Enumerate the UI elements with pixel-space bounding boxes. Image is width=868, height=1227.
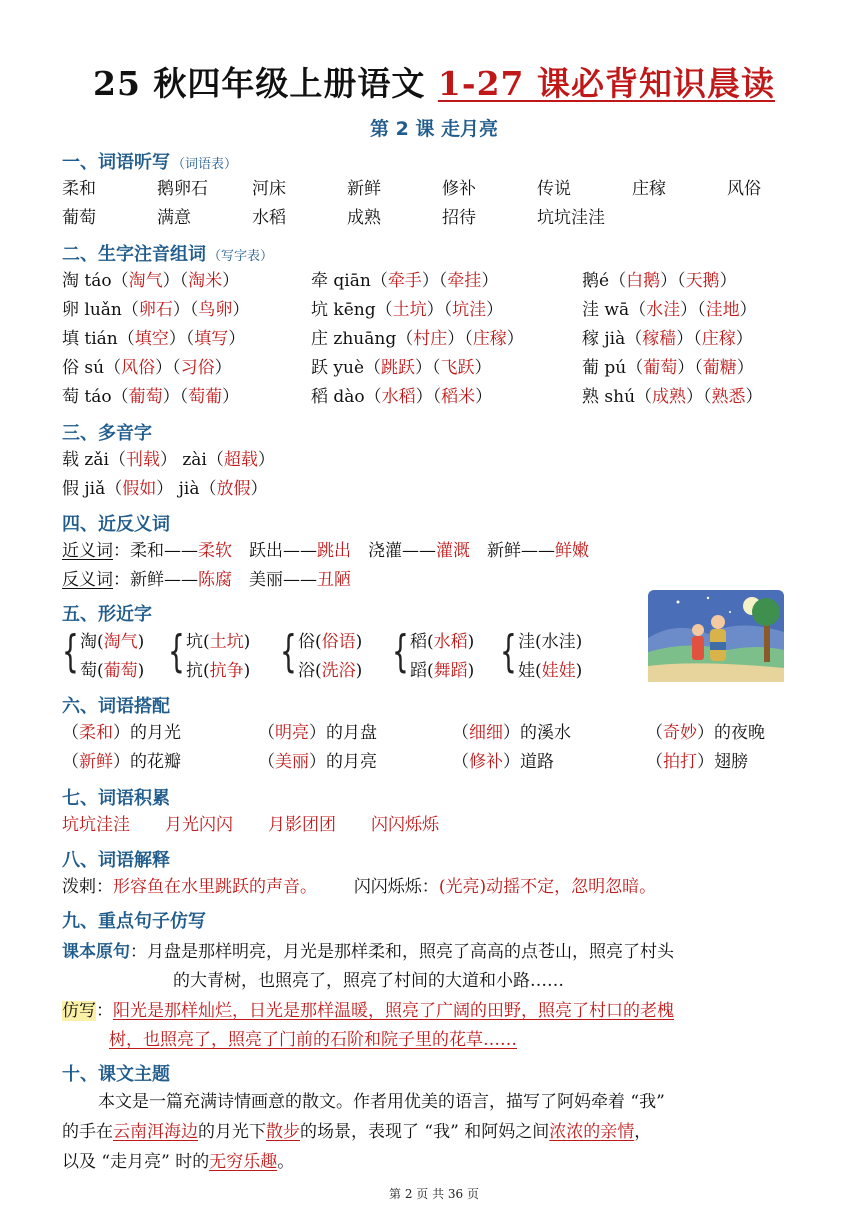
similar-char-top: 淘(淘气): [80, 632, 145, 652]
answer-word: 村庄: [413, 329, 448, 349]
section-10-heading: 十、课文主题: [62, 1064, 170, 1085]
similar-char: 坑: [186, 632, 203, 652]
theme-line-1: 本文是一篇充满诗情画意的散文。作者用优美的语言，描写了阿妈牵着 “我”: [98, 1092, 665, 1112]
collocation-item: （明亮）的月盘: [258, 723, 377, 743]
collocation-answer: 修补: [469, 752, 503, 772]
char-pinyin: 熟 shú: [582, 387, 636, 407]
answer-word: 填写: [194, 329, 229, 349]
vocab-word: 柔和: [62, 179, 96, 199]
idiom-word: 闪闪烁烁: [371, 815, 439, 835]
similar-char-top: 稻(水稻): [410, 632, 475, 652]
similar-char: 稻: [410, 632, 427, 652]
answer-word: 习俗: [180, 358, 215, 378]
char-pinyin: 卵 luǎn: [62, 300, 122, 320]
brace-symbol: {: [392, 626, 409, 677]
collocation-item: （柔和）的月光: [62, 723, 181, 743]
char-pinyin: 庄 zhuāng: [311, 329, 397, 349]
collocation-answer: 细细: [469, 723, 503, 743]
section-1-sub: （词语表）: [172, 157, 238, 172]
brace-symbol: {: [280, 626, 297, 677]
theme-line-2: 的手在云南洱海边的月光下散步的场景，表现了 “我” 和阿妈之间浓浓的亲情，: [62, 1122, 652, 1142]
vocab-word: 鹅卵石: [157, 179, 208, 199]
similar-char-top: 俗(俗语): [298, 632, 363, 652]
collocation-item: （细细）的溪水: [452, 723, 571, 743]
answer-word: 淘米: [188, 271, 223, 291]
answer-word: 稼穑: [642, 329, 677, 349]
char-entry: 稻 dào（水稻）（稻米）: [311, 387, 493, 407]
char-entry: 洼 wā（水洼）（洼地）: [582, 300, 757, 320]
similar-word: 土坑: [209, 632, 244, 652]
answer-word: 鸟卵: [198, 300, 233, 320]
collocation-item: （修补）道路: [452, 752, 554, 772]
section-6-heading: 六、词语搭配: [62, 696, 170, 717]
pair-answer: 陈腐: [198, 570, 232, 590]
answer-word: 洼地: [705, 300, 740, 320]
answer-word: 土坑: [392, 300, 427, 320]
moon-walk-illustration: [648, 590, 784, 682]
vocab-word: 坑坑洼洼: [537, 208, 605, 228]
vocab-word: 风俗: [727, 179, 761, 199]
char-entry: 跃 yuè（跳跃）（飞跃）: [311, 358, 492, 378]
section-5-heading: 五、形近字: [62, 604, 152, 625]
pair-word: 新鲜: [130, 570, 164, 590]
answer-word: 庄稼: [472, 329, 507, 349]
collocation-item: （拍打）翅膀: [646, 752, 748, 772]
similar-word: 水洼: [541, 632, 576, 652]
char-entry: 填 tián（填空）（填写）: [62, 329, 246, 349]
pair-answer: 鲜嫩: [555, 541, 589, 561]
lesson-subtitle: 第 2 课 走月亮: [369, 118, 499, 140]
title-black: 25 秋四年级上册语文: [93, 64, 426, 103]
char-pinyin: 淘 táo: [62, 271, 112, 291]
vocab-word: 水稻: [252, 208, 286, 228]
collocation-rest: 翅膀: [714, 752, 748, 772]
pair-word: 跃出: [249, 541, 283, 561]
similar-char-top: 洼(水洼): [518, 632, 583, 652]
section-2-heading: 二、生字注音组词 （写字表）: [62, 244, 274, 265]
vocab-word: 修补: [442, 179, 476, 199]
answer-word: 水洼: [646, 300, 681, 320]
answer-word: 萄葡: [188, 387, 223, 407]
page-title: [0, 58, 868, 105]
pair-word: 浇灌: [368, 541, 402, 561]
answer-word: 天鹅: [685, 271, 720, 291]
collocation-item: （美丽）的月亮: [258, 752, 377, 772]
similar-word: 水稻: [433, 632, 468, 652]
similar-word: 舞蹈: [433, 661, 468, 681]
similar-char-bottom: 萄(葡萄): [80, 661, 145, 681]
char-entry: 庄 zhuāng（村庄）（庄稼）: [311, 329, 524, 349]
page-footer: 第 2 页 共 36 页: [389, 1187, 479, 1201]
section-8-heading: 八、词语解释: [62, 850, 170, 871]
answer-word: 淘气: [128, 271, 163, 291]
pair-answer: 柔软: [198, 541, 232, 561]
pair-answer: 丑陋: [317, 570, 351, 590]
similar-char: 娃: [518, 661, 535, 681]
polyphone-row-1: 载 zǎi（刊载） zài（超载）: [62, 450, 275, 470]
similar-word: 娃娃: [541, 661, 576, 681]
title-red: 1-27 课必背知识晨读: [437, 64, 775, 103]
char-entry: 卵 luǎn（卵石）（鸟卵）: [62, 300, 250, 320]
imitation-line-2: 树，也照亮了，照亮了门前的石阶和院子里的花草……: [109, 1030, 517, 1050]
collocation-item: （新鲜）的花瓣: [62, 752, 181, 772]
similar-word: 淘气: [103, 632, 138, 652]
char-pinyin: 鹅é: [582, 271, 610, 291]
collocation-answer: 奇妙: [663, 723, 697, 743]
section-1-heading: 一、词语听写 （词语表）: [62, 152, 238, 173]
vocab-word: 传说: [537, 179, 571, 199]
idiom-word: 坑坑洼洼: [62, 815, 130, 835]
section-9-heading: 九、重点句子仿写: [62, 911, 206, 932]
definition-row: 泼剌：形容鱼在水里跳跃的声音。 闪闪烁烁：(光亮)动摇不定，忽明忽暗。: [62, 877, 657, 897]
collocation-rest: 的月光: [130, 723, 181, 743]
vocab-word: 新鲜: [347, 179, 381, 199]
answer-word: 坑洼: [452, 300, 487, 320]
vocab-word: 招待: [442, 208, 476, 228]
similar-char: 俗: [298, 632, 315, 652]
collocation-rest: 的月盘: [326, 723, 377, 743]
char-pinyin: 俗 sú: [62, 358, 105, 378]
similar-char-bottom: 浴(洗浴): [298, 661, 363, 681]
similar-char: 淘: [80, 632, 97, 652]
similar-word: 洗浴: [321, 661, 356, 681]
char-entry: 熟 shú（成熟）（熟悉）: [582, 387, 763, 407]
char-pinyin: 稼 jià: [582, 329, 626, 349]
char-pinyin: 牵 qiān: [311, 271, 371, 291]
collocation-answer: 新鲜: [79, 752, 113, 772]
answer-word: 风俗: [121, 358, 156, 378]
answer-word: 牵手: [387, 271, 422, 291]
collocation-answer: 拍打: [663, 752, 697, 772]
similar-char: 抗: [186, 661, 203, 681]
pair-answer: 跳出: [317, 541, 351, 561]
antonym-row: 反义词：新鲜——陈腐 美丽——丑陋: [62, 570, 351, 590]
section-2-sub: （写字表）: [208, 249, 274, 264]
answer-word: 填空: [134, 329, 169, 349]
char-entry: 坑 kēng（土坑）（坑洼）: [311, 300, 504, 320]
similar-char-bottom: 娃(娃娃): [518, 661, 583, 681]
answer-word: 熟悉: [711, 387, 746, 407]
similar-word: 葡萄: [103, 661, 138, 681]
idiom-word: 月光闪闪: [165, 815, 233, 835]
similar-char: 萄: [80, 661, 97, 681]
brace-symbol: {: [168, 626, 185, 677]
answer-word: 葡萄: [643, 358, 678, 378]
answer-word: 葡萄: [128, 387, 163, 407]
collocation-answer: 明亮: [275, 723, 309, 743]
char-entry: 俗 sú（风俗）（习俗）: [62, 358, 232, 378]
pair-word: 美丽: [249, 570, 283, 590]
original-sentence-line-1: 课本原句：月盘是那样明亮，月光是那样柔和，照亮了高高的点苍山，照亮了村头: [62, 942, 674, 962]
section-7-heading: 七、词语积累: [62, 788, 170, 809]
collocation-rest: 的夜晚: [714, 723, 765, 743]
answer-word: 牵挂: [447, 271, 482, 291]
answer-word: 卵石: [138, 300, 173, 320]
pair-word: 柔和: [130, 541, 164, 561]
char-entry: 葡 pú（葡萄）（葡糖）: [582, 358, 754, 378]
similar-char: 洼: [518, 632, 535, 652]
collocation-rest: 道路: [520, 752, 554, 772]
char-entry: 稼 jià（稼穑）（庄稼）: [582, 329, 753, 349]
brace-symbol: {: [62, 626, 79, 677]
char-entry: 牵 qiān（牵手）（牵挂）: [311, 271, 499, 291]
collocation-answer: 美丽: [275, 752, 309, 772]
char-entry: 鹅é（白鹅）（天鹅）: [582, 271, 737, 291]
collocation-rest: 的溪水: [520, 723, 571, 743]
similar-char: 蹈: [410, 661, 427, 681]
vocab-word: 葡萄: [62, 208, 96, 228]
char-pinyin: 跃 yuè: [311, 358, 365, 378]
similar-char: 浴: [298, 661, 315, 681]
vocab-word: 河床: [252, 179, 286, 199]
vocab-word: 庄稼: [632, 179, 666, 199]
answer-word: 成熟: [652, 387, 687, 407]
char-pinyin: 洼 wā: [582, 300, 630, 320]
similar-word: 抗争: [209, 661, 244, 681]
synonym-row: 近义词：柔和——柔软 跃出——跳出 浇灌——灌溉 新鲜——鲜嫩: [62, 541, 589, 561]
char-pinyin: 萄 táo: [62, 387, 112, 407]
collocation-answer: 柔和: [79, 723, 113, 743]
original-sentence-line-2: 的大青树，也照亮了，照亮了村间的大道和小路……: [173, 971, 564, 991]
collocation-rest: 的花瓣: [130, 752, 181, 772]
char-pinyin: 填 tián: [62, 329, 118, 349]
char-pinyin: 坑 kēng: [311, 300, 376, 320]
answer-word: 跳跃: [381, 358, 416, 378]
section-3-heading: 三、多音字: [62, 423, 152, 444]
char-entry: 淘 táo（淘气）（淘米）: [62, 271, 240, 291]
answer-word: 稻米: [441, 387, 476, 407]
polyphone-row-2: 假 jiǎ（假如） jià（放假）: [62, 479, 268, 499]
similar-word: 俗语: [321, 632, 356, 652]
answer-word: 葡糖: [702, 358, 737, 378]
collocation-item: （奇妙）的夜晚: [646, 723, 765, 743]
vocab-word: 满意: [157, 208, 191, 228]
imitation-line-1: 仿写：阳光是那样灿烂，日光是那样温暖，照亮了广阔的田野，照亮了村口的老槐: [62, 1001, 674, 1021]
pair-answer: 灌溉: [436, 541, 470, 561]
answer-word: 飞跃: [440, 358, 475, 378]
answer-word: 庄稼: [701, 329, 736, 349]
answer-word: 白鹅: [626, 271, 661, 291]
answer-word: 水稻: [381, 387, 416, 407]
section-4-heading: 四、近反义词: [62, 514, 170, 535]
vocab-word: 成熟: [347, 208, 381, 228]
brace-symbol: {: [500, 626, 517, 677]
collocation-rest: 的月亮: [326, 752, 377, 772]
theme-line-3: 以及 “走月亮” 时的无穷乐趣。: [62, 1152, 295, 1172]
idiom-word: 月影团团: [268, 815, 336, 835]
char-pinyin: 稻 dào: [311, 387, 365, 407]
pair-word: 新鲜: [487, 541, 521, 561]
similar-char-top: 坑(土坑): [186, 632, 251, 652]
similar-char-bottom: 蹈(舞蹈): [410, 661, 475, 681]
char-entry: 萄 táo（葡萄）（萄葡）: [62, 387, 240, 407]
char-pinyin: 葡 pú: [582, 358, 627, 378]
similar-char-bottom: 抗(抗争): [186, 661, 251, 681]
